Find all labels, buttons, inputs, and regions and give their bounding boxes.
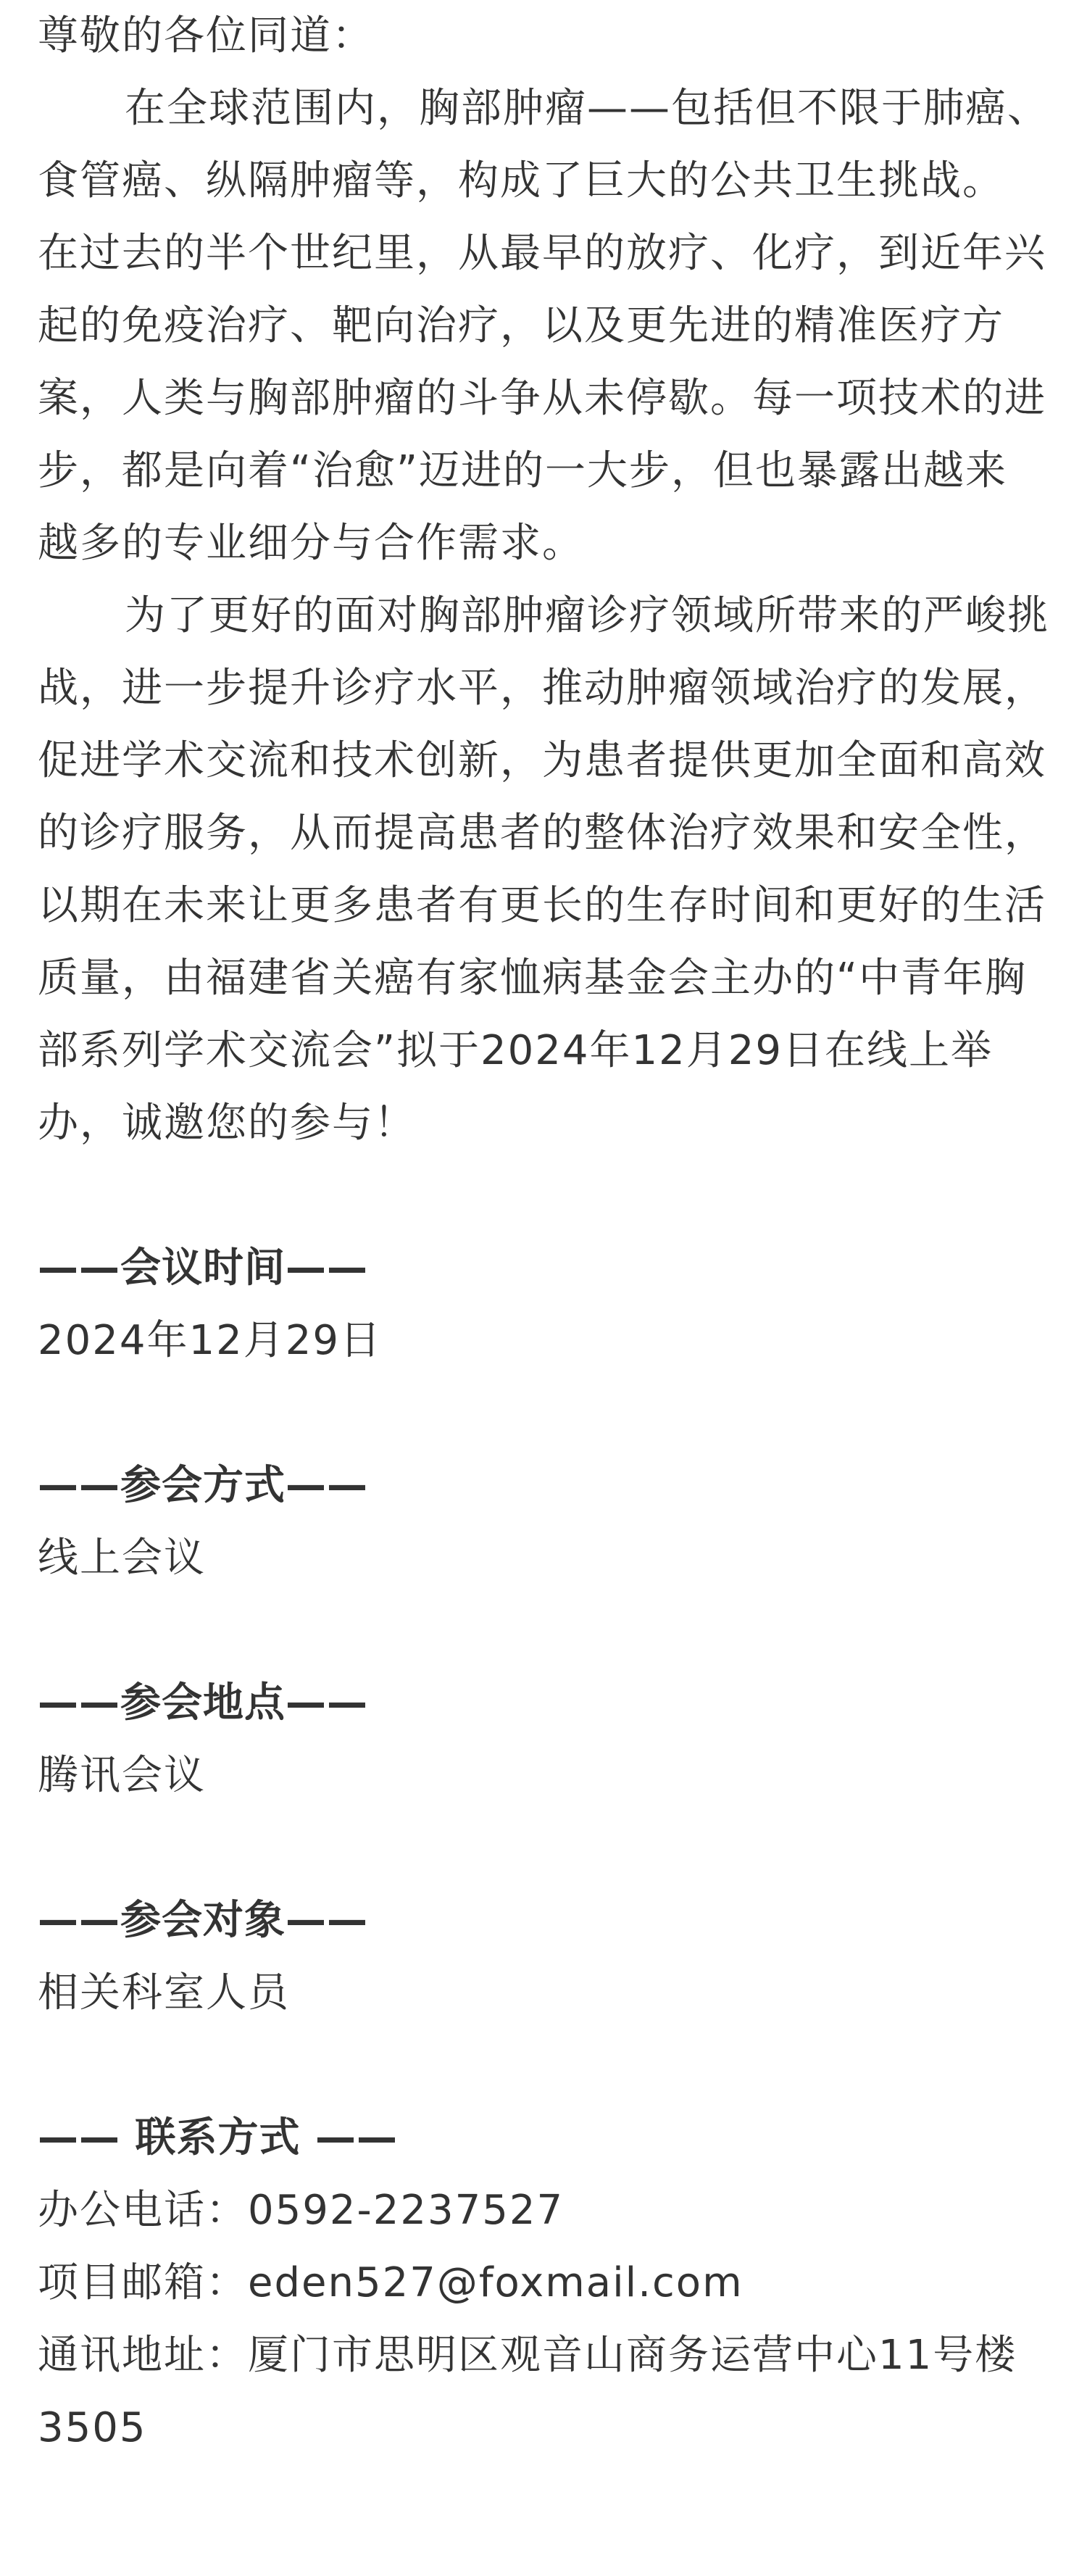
- paragraph-2-line: 部系列学术交流会”拟于2024年12月29日在线上举: [38, 1027, 994, 1074]
- contact-address-continued: 3505: [38, 2404, 147, 2451]
- paragraph-1-line: 案，人类与胸部肿瘤的斗争从未停歇。每一项技术的进: [38, 375, 1046, 422]
- paragraph-1-line: 步，都是向着“治愈”迈进的一大步，但也暴露出越来: [38, 447, 1008, 494]
- paragraph-2-line: 以期在未来让更多患者有更长的生存时间和更好的生活: [38, 882, 1046, 929]
- paragraph-2-line: 的诊疗服务，从而提高患者的整体治疗效果和安全性，: [38, 810, 1046, 857]
- contact-phone: 办公电话：0592-2237527: [38, 2187, 565, 2234]
- meeting-audience: 相关科室人员: [38, 1969, 290, 2016]
- paragraph-1-line: 起的免疫治疗、靶向治疗，以及更先进的精准医疗方: [38, 302, 1004, 349]
- paragraph-2-line: 为了更好的面对胸部肿瘤诊疗领域所带来的严峻挑: [125, 592, 1049, 639]
- paragraph-1-line: 在全球范围内，胸部肿瘤——包括但不限于肺癌、: [125, 85, 1049, 132]
- meeting-mode: 线上会议: [38, 1534, 206, 1582]
- section-heading-mode: ——参会方式——: [38, 1462, 368, 1509]
- section-heading-place: ——参会地点——: [38, 1679, 368, 1727]
- paragraph-2-line: 质量，由福建省关癌有家恤病基金会主办的“中青年胸: [38, 955, 1028, 1002]
- section-heading-audience: ——参会对象——: [38, 1897, 368, 1944]
- paragraph-1-line: 食管癌、纵隔肿瘤等，构成了巨大的公共卫生挑战。: [38, 157, 1004, 204]
- section-heading-time: ——会议时间——: [38, 1245, 368, 1292]
- paragraph-1-line: 越多的专业细分与合作需求。: [38, 520, 584, 567]
- section-heading-contact: —— 联系方式 ——: [38, 2114, 398, 2161]
- paragraph-1-line: 在过去的半个世纪里，从最早的放疗、化疗，到近年兴: [38, 230, 1046, 277]
- contact-address: 通讯地址：厦门市思明区观音山商务运营中心11号楼: [38, 2332, 1017, 2379]
- meeting-date: 2024年12月29日: [38, 1317, 383, 1364]
- meeting-place: 腾讯会议: [38, 1752, 206, 1799]
- greeting: 尊敬的各位同道：: [38, 12, 374, 59]
- paragraph-2-line: 战，进一步提升诊疗水平，推动肿瘤领域治疗的发展，: [38, 665, 1046, 712]
- contact-email: 项目邮箱：eden527@foxmail.com: [38, 2259, 744, 2306]
- paragraph-2-line: 促进学术交流和技术创新，为患者提供更加全面和高效: [38, 737, 1046, 784]
- paragraph-2-line: 办，诚邀您的参与！: [38, 1100, 416, 1147]
